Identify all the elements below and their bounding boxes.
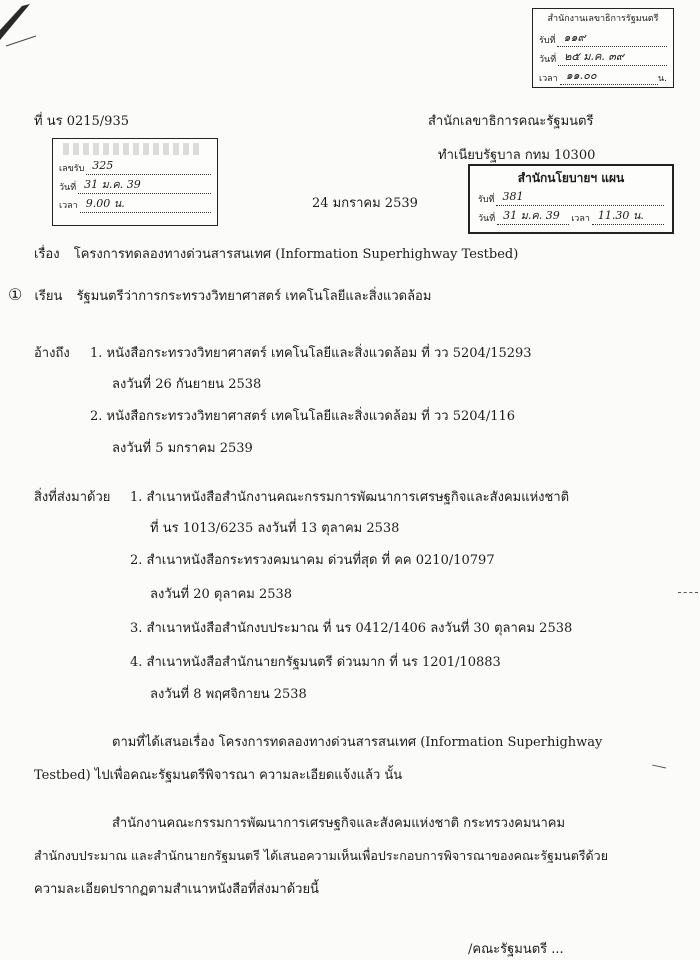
scan-mark-graphic bbox=[0, 0, 40, 60]
receipt-stamp-top-right bbox=[532, 8, 674, 88]
body-paragraph-1-line-2: Testbed) ไปเพื่อคณะรัฐมนตรีพิจารณา ความละเอียดแจ้งแล้ว นั้น bbox=[34, 768, 403, 783]
subject-line bbox=[34, 243, 518, 264]
stamp-value: 11.30 น. bbox=[592, 209, 664, 225]
body-paragraph-2-line-1: สำนักงานคณะกรรมการพัฒนาการเศรษฐกิจและสังคมแห่งชาติ กระทรวงคมนาคม bbox=[112, 816, 566, 831]
stamp-row-receipt-no bbox=[539, 31, 667, 47]
stamp-title: สำนักนโยบายฯ แผน bbox=[517, 171, 625, 185]
stamp-label: วันที่ bbox=[539, 54, 557, 65]
stamp-label: เวลา bbox=[59, 201, 78, 212]
reference-item-2-line1: 2. หนังสือกระทรวงวิทยาศาสตร์ เทคโนโลยีและสิ่งแวดล้อม ที่ วว 5204/116 bbox=[90, 409, 516, 424]
recipient-line bbox=[8, 285, 431, 306]
enclosure-item-3-line1: 3. สำเนาหนังสือสำนักงบประมาณ ที่ นร 0412/1406 ลงวันที่ 30 ตุลาคม 2538 bbox=[130, 621, 573, 636]
body-paragraph-1-line-1: ตามที่ได้เสนอเรื่อง โครงการทดลองทางด่วนสารสนเทศ (Information Superhighway bbox=[112, 735, 603, 750]
reference-item-2-line2: ลงวันที่ 5 มกราคม 2539 bbox=[112, 441, 253, 456]
stamp-row-receipt-no bbox=[59, 159, 211, 175]
stamp-row-time bbox=[59, 197, 211, 213]
stamp-label: เวลา bbox=[571, 213, 590, 224]
body-paragraph-2-line-3: ความละเอียดปรากฏตามสำเนาหนังสือที่ส่งมาด้วยนี้ bbox=[34, 882, 319, 897]
references-label: อ้างถึง bbox=[34, 346, 70, 361]
stamp-value: ๒๕ ม.ค. ๓๙ bbox=[558, 50, 667, 66]
scan-noise-mark bbox=[678, 592, 698, 594]
stamp-label: รับที่ bbox=[539, 35, 556, 46]
stamp-row-date bbox=[539, 50, 667, 66]
body-paragraph-2-line-2: สำนักงบประมาณ และสำนักนายกรัฐมนตรี ได้เสนอความเห็นเพื่อประกอบการพิจารณาของคณะรัฐมนตรีด้วย bbox=[34, 848, 609, 863]
stamp-row-receipt-no bbox=[478, 190, 664, 206]
recipient-label: เรียน bbox=[34, 289, 63, 304]
stamp-label: วันที่ bbox=[59, 182, 77, 193]
stamp-row-date bbox=[59, 178, 211, 194]
stamp-value: ๑๑.๐๐ bbox=[560, 69, 658, 85]
stamp-value: 381 bbox=[496, 190, 664, 206]
stamp-row-time bbox=[539, 69, 667, 85]
stamp-value: ๑๑๙ bbox=[557, 31, 667, 47]
enclosure-item-4-line2: ลงวันที่ 8 พฤศจิกายน 2538 bbox=[150, 687, 307, 702]
stamp-label: เลขรับ bbox=[59, 163, 85, 174]
stamp-suffix: น. bbox=[657, 73, 667, 84]
reference-item-1-line2: ลงวันที่ 26 กันยายน 2538 bbox=[112, 377, 262, 392]
stamp-label: เวลา bbox=[539, 73, 558, 84]
stamp-value: 31 ม.ค. 39 bbox=[78, 178, 211, 194]
stamp-title: สำนักงานเลขาธิการรัฐมนตรี bbox=[547, 14, 659, 24]
receipt-stamp-policy-office bbox=[468, 164, 674, 234]
stamp-row-date-time bbox=[478, 209, 664, 225]
sender-address: ทำเนียบรัฐบาล กทม 10300 bbox=[438, 148, 596, 163]
handwritten-number-mark: ① bbox=[8, 285, 23, 304]
enclosure-item-2-line1: 2. สำเนาหนังสือกระทรวงคมนาคม ด่วนที่สุด ที่ คค 0210/10797 bbox=[130, 553, 495, 568]
page-continuation: /คณะรัฐมนตรี ... bbox=[468, 942, 564, 957]
receipt-stamp-left bbox=[52, 138, 218, 226]
stamp-value: 9.00 น. bbox=[80, 197, 211, 213]
stamp-smudge-header bbox=[63, 143, 203, 155]
enclosures-label: สิ่งที่ส่งมาด้วย bbox=[34, 490, 111, 505]
stamp-value: 31 ม.ค. 39 bbox=[497, 209, 569, 225]
stamp-value: 325 bbox=[86, 159, 211, 175]
document-date: 24 มกราคม 2539 bbox=[312, 196, 418, 211]
document-number: ที่ นร 0215/935 bbox=[34, 114, 129, 129]
subject-text: โครงการทดลองทางด่วนสารสนเทศ (Information Superhighway Testbed) bbox=[73, 247, 519, 262]
scan-noise-mark bbox=[652, 765, 666, 770]
enclosure-item-2-line2: ลงวันที่ 20 ตุลาคม 2538 bbox=[150, 587, 293, 602]
scan-artifact-corner bbox=[0, 0, 40, 60]
stamp-label: รับที่ bbox=[478, 194, 495, 205]
stamp-label: วันที่ bbox=[478, 213, 496, 224]
recipient-text: รัฐมนตรีว่าการกระทรวงวิทยาศาสตร์ เทคโนโลยีและสิ่งแวดล้อม bbox=[76, 289, 432, 304]
reference-item-1-line1: 1. หนังสือกระทรวงวิทยาศาสตร์ เทคโนโลยีและสิ่งแวดล้อม ที่ วว 5204/15293 bbox=[90, 346, 532, 361]
subject-label: เรื่อง bbox=[34, 247, 60, 262]
enclosure-item-1-line1: 1. สำเนาหนังสือสำนักงานคณะกรรมการพัฒนาการเศรษฐกิจและสังคมแห่งชาติ bbox=[130, 490, 570, 505]
enclosure-item-1-line2: ที่ นร 1013/6235 ลงวันที่ 13 ตุลาคม 2538 bbox=[150, 521, 400, 536]
sender-organization: สำนักเลขาธิการคณะรัฐมนตรี bbox=[428, 114, 594, 129]
enclosure-item-4-line1: 4. สำเนาหนังสือสำนักนายกรัฐมนตรี ด่วนมาก ที่ นร 1201/10883 bbox=[130, 655, 501, 670]
